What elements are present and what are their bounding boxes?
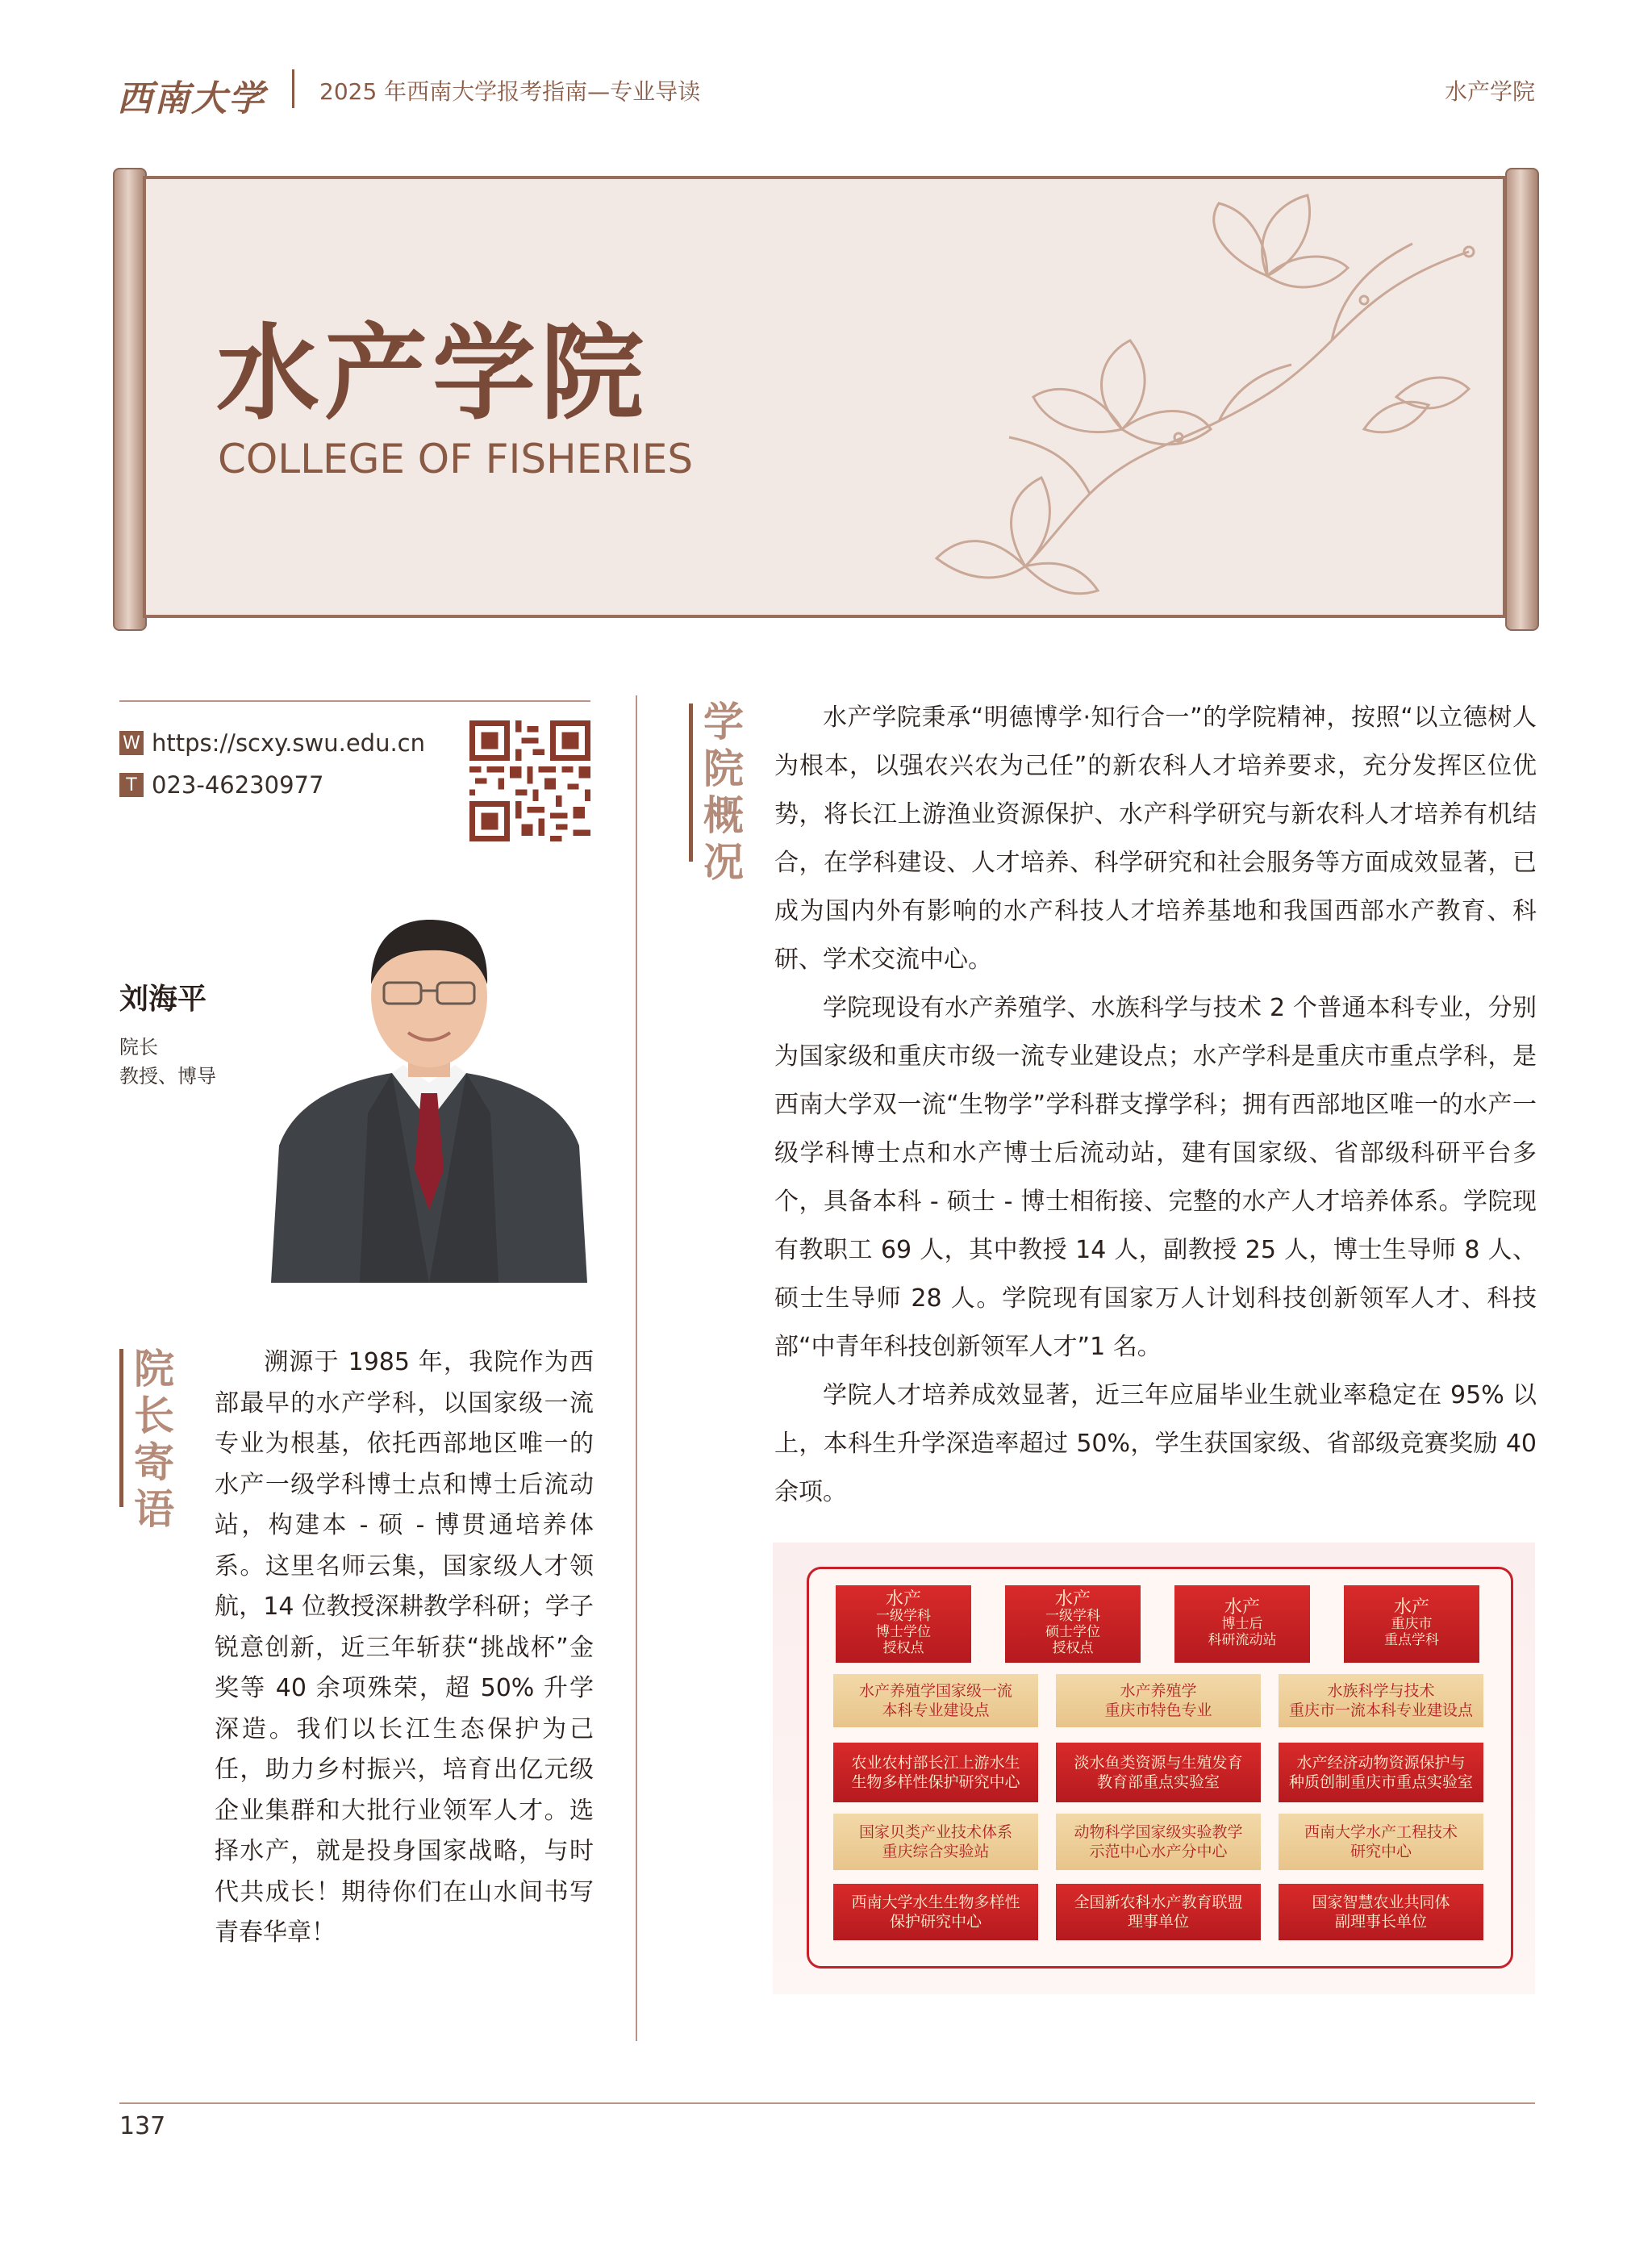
dean-message-label-bar bbox=[119, 1349, 123, 1507]
website-link[interactable]: https://scxy.swu.edu.cn bbox=[152, 729, 426, 757]
platform-chip: 水族科学与技术 重庆市一流本科专业建设点 bbox=[1279, 1674, 1483, 1727]
platforms-frame bbox=[807, 1567, 1513, 1969]
header-section: 水产学院 bbox=[1444, 78, 1535, 105]
overview-paragraph: 学院现设有水产养殖学、水族科学与技术 2 个普通本科专业，分别为国家级和重庆市级一流专业建设点；水产学科是重庆市重点学科，是西南大学双一流“生物学”学科群支撑学科；拥有西部地区唯一的水产一级学科博士点和水产博士后流动站，建有国家级、省部级科研平台多个，具备本科 - 硕士 - 博士相衔接、完整的水产人才培养体系。学院现有教职工 69 人，其中教授 14 人，副教授 25 人，博士生导师 8 人、硕士生导师 28 人。学院现有国家万人计划科技创新领军人才、科技部“中青年科技创新领军人才”1 名。 bbox=[774, 994, 1537, 1361]
platform-chip: 西南大学水产工程技术 研究中心 bbox=[1279, 1814, 1483, 1870]
phone-row bbox=[119, 771, 323, 799]
platform-chip: 水产养殖学 重庆市特色专业 bbox=[1056, 1674, 1261, 1727]
platform-chip: 淡水鱼类资源与生殖发育 教育部重点实验室 bbox=[1056, 1743, 1261, 1802]
dean-photo bbox=[271, 904, 587, 1283]
magnolia-illustration bbox=[912, 187, 1493, 607]
platform-chip: 水产养殖学国家级一流 本科专业建设点 bbox=[833, 1674, 1038, 1727]
dean-title: 院长 bbox=[119, 1036, 158, 1058]
header-title: 2025 年西南大学报考指南—专业导读 bbox=[319, 78, 701, 105]
header-divider bbox=[292, 69, 294, 108]
platform-chip: 水产 一级学科 硕士学位 授权点 bbox=[1005, 1585, 1141, 1663]
dean-message: 溯源于 1985 年，我院作为西部最早的水产学科，以国家级一流专业为根基，依托西部地区唯一的水产一级学科博士点和博士后流动站，构建本 - 硕 - 博贯通培养体系。这里名师云集，国家级人才领航，14 位教授深耕教学科研；学子锐意创新，近三年斩获“挑战杯”金奖等 40 余项殊荣，超 50% 升学深造。我们以长江生态保护为己任，助力乡村振兴，培育出亿元级企业集群和大批行业领军人才。选择水产，就是投身国家战略，与时代共成长！期待你们在山水间书写青春华章！ bbox=[215, 1348, 594, 1947]
platform-chip: 国家贝类产业技术体系 重庆综合实验站 bbox=[833, 1814, 1038, 1870]
overview-label-bar bbox=[689, 703, 693, 862]
web-badge-icon: W bbox=[119, 731, 144, 755]
tel-badge-icon: T bbox=[119, 773, 144, 797]
platform-chip: 水产 重庆市 重点学科 bbox=[1344, 1585, 1479, 1663]
page-number: 137 bbox=[119, 2112, 166, 2140]
college-overview bbox=[774, 694, 1537, 1517]
dean-name: 刘海平 bbox=[119, 983, 207, 1016]
platform-chip: 国家智慧农业共同体 副理事长单位 bbox=[1279, 1884, 1483, 1940]
overview-label: 学 院 概 况 bbox=[703, 698, 744, 886]
scroll-roller-left bbox=[113, 168, 147, 631]
overview-paragraph: 学院人才培养成效显著，近三年应届毕业生就业率稳定在 95% 以上，本科生升学深造率超过 50%，学生获国家级、省部级竞赛奖励 40 余项。 bbox=[774, 1381, 1537, 1506]
footer-divider bbox=[119, 2102, 1535, 2104]
column-divider bbox=[636, 695, 637, 2041]
phone-number: 023-46230977 bbox=[152, 771, 324, 799]
contact-divider bbox=[119, 700, 590, 702]
overview-paragraph: 水产学院秉承“明德博学·知行合一”的学院精神，按照“以立德树人为根本，以强农兴农为己任”的新农科人才培养要求，充分发挥区位优势，将长江上游渔业资源保护、水产科学研究与新农科人才培养有机结合，在学科建设、人才培养、科学研究和社会服务等方面成效显著，已成为国内外有影响的水产科技人才培养基地和我国西部水产教育、科研、学术交流中心。 bbox=[774, 703, 1537, 974]
scroll-roller-right bbox=[1505, 168, 1539, 631]
platform-chip: 农业农村部长江上游水生 生物多样性保护研究中心 bbox=[833, 1743, 1038, 1802]
page-subtitle: COLLEGE OF FISHERIES bbox=[218, 436, 694, 482]
qr-code-icon[interactable] bbox=[469, 720, 590, 841]
page-title: 水产学院 bbox=[216, 314, 649, 434]
platform-chip: 全国新农科水产教育联盟 理事单位 bbox=[1056, 1884, 1261, 1940]
platform-chip: 动物科学国家级实验教学 示范中心水产分中心 bbox=[1056, 1814, 1261, 1870]
platform-chip: 水产经济动物资源保护与 种质创制重庆市重点实验室 bbox=[1279, 1743, 1483, 1802]
platform-chip: 西南大学水生生物多样性 保护研究中心 bbox=[833, 1884, 1038, 1940]
dean-position: 教授、博导 bbox=[119, 1065, 216, 1088]
university-logo: 西南大学 bbox=[117, 78, 265, 119]
dean-message-label: 院 长 寄 语 bbox=[134, 1345, 174, 1533]
platform-chip: 水产 博士后 科研流动站 bbox=[1174, 1585, 1310, 1663]
website-row bbox=[119, 729, 425, 757]
platforms-panel bbox=[773, 1543, 1535, 1994]
platform-chip: 水产 一级学科 博士学位 授权点 bbox=[836, 1585, 971, 1663]
